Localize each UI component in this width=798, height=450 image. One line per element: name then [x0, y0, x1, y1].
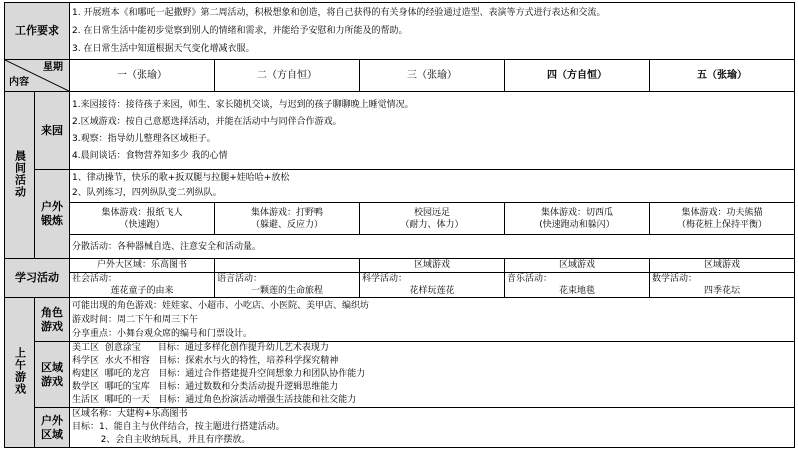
content-label: 内容 [9, 77, 29, 88]
study-cell-tue: 语言活动： 一颗莲的生命旅程 [215, 259, 360, 298]
day-header-mon: 一（张瑜） [70, 60, 215, 92]
work-requirement-item: 2. 在日常生活中能初步觉察到别人的情绪和需求，并能给予安慰和力所能及的帮助。 [72, 26, 408, 36]
work-requirement-item: 1. 开展班本《和哪吒一起撒野》第二周活动，积极想象和创造，将自己获得的有关身体的经验通过造型、表演等方式进行表达和交流。 [72, 8, 606, 18]
study-cell-mon: 户外大区域：乐高图书 社会活动： 莲花童子的由来 [70, 259, 215, 298]
work-requirements-label: 工作要求 [5, 3, 70, 60]
arrival-item: 4.晨间谈话：食物营养知多少 我的心情 [72, 150, 228, 161]
weekly-plan-table [4, 2, 795, 448]
arrival-label: 来园 [35, 92, 70, 170]
area-game-item: 生活区 哪吒的一天 目标：通过角色扮演活动增强生活技能和社交能力 [72, 395, 357, 405]
morning-activity-label: 晨间活动 [5, 92, 35, 259]
day-header-thu: 四（方自恒） [505, 60, 650, 92]
forenoon-game-label: 上午游戏 [5, 298, 35, 448]
weekday-label: 星期 [43, 62, 63, 73]
outdoor-game-wed: 校园远足 （耐力、体力） [360, 203, 505, 235]
outdoor-game-tue: 集体游戏：打野鸭 （躲避、反应力） [215, 203, 360, 235]
role-game-item: 分享重点：小舞台观众席的编号和门票设计。 [72, 328, 253, 339]
weekday-content-header [5, 60, 70, 92]
study-cell-fri: 区域游戏 数学活动： 四季花坛 [650, 259, 795, 298]
work-requirements-content [70, 3, 795, 60]
outdoor-exercise-content [70, 170, 795, 203]
outdoor-area-label: 户外区域 [35, 408, 70, 448]
area-game-item: 数学区 哪吒的宝库 目标：通过数数和分类活动提升逻辑思维能力 [72, 382, 339, 392]
area-game-item: 美工区 创意涂宝 目标：通过多样化创作提升幼儿艺术表现力 [72, 343, 329, 353]
study-cell-wed: 区域游戏 科学活动： 花样玩莲花 [360, 259, 505, 298]
arrival-content [70, 92, 795, 170]
study-cell-thu: 区域游戏 音乐活动： 花束地毯 [505, 259, 650, 298]
area-game-content [70, 342, 795, 408]
role-game-label: 角色游戏 [35, 298, 70, 342]
role-game-item: 游戏时间：周二下午和周三下午 [72, 314, 199, 325]
arrival-item: 2.区域游戏：按自己意愿选择活动，并能在活动中与同伴合作游戏。 [72, 116, 342, 127]
outdoor-exercise-label: 户外锻炼 [35, 170, 70, 259]
day-header-fri: 五（张瑜） [650, 60, 795, 92]
work-requirement-item: 3. 在日常生活中知道根据天气变化增减衣服。 [72, 44, 255, 54]
outdoor-area-item: 2、会自主收纳玩具，并且有序摆放。 [72, 435, 251, 445]
area-game-label: 区域游戏 [35, 342, 70, 408]
outdoor-area-item: 区域名称：大建构+乐高图书 [72, 409, 188, 419]
area-game-item: 构建区 哪吒的龙宫 目标：通过合作搭建提升空间想象力和团队协作能力 [72, 369, 366, 379]
outdoor-area-item: 目标：1、能自主与伙伴结合，按主题进行搭建活动。 [72, 422, 285, 432]
study-activity-label: 学习活动 [5, 259, 70, 298]
day-header-wed: 三（张瑜） [360, 60, 505, 92]
exercise-item: 1、律动操节，快乐的歌+扳双腿与拉腿+娃哈哈+放松 [72, 173, 290, 183]
outdoor-game-mon: 集体游戏：报纸飞人 （快速跑） [70, 203, 215, 235]
arrival-item: 1.来园接待：接待孩子来园，师生、家长随机交谈，与迟到的孩子聊聊晚上睡觉情况。 [72, 99, 414, 110]
outdoor-game-fri: 集体游戏：功夫熊猫 （梅花桩上保持平衡） [650, 203, 795, 235]
exercise-item: 2、队列练习，四列纵队变二列纵队。 [72, 188, 222, 198]
area-game-item: 科学区 水火不相容 目标：探索水与火的特性，培养科学探究精神 [72, 356, 339, 366]
free-activity: 分散活动：各种器械自选、注意安全和活动量。 [70, 235, 795, 259]
role-game-item: 可能出现的角色游戏：娃娃家、小超市、小吃店、小医院、美甲店、编织坊 [72, 300, 370, 311]
outdoor-game-thu: 集体游戏：切西瓜 (快速跑动和躲闪） [505, 203, 650, 235]
role-game-content [70, 298, 795, 342]
outdoor-area-content [70, 408, 795, 448]
day-header-tue: 二（方自恒） [215, 60, 360, 92]
arrival-item: 3.观察：指导幼儿整理各区域柜子。 [72, 133, 216, 144]
